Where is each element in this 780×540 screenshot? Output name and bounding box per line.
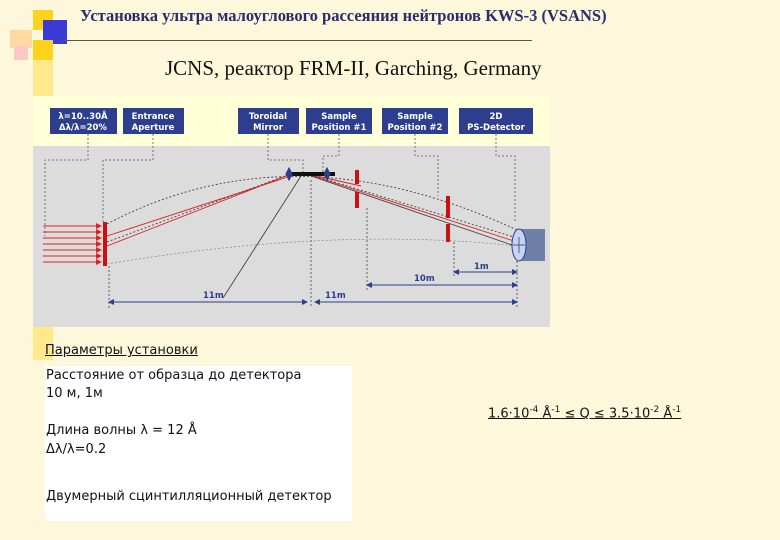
page-title: Установка ультра малоуглового рассеяния нейтронов KWS-3 (VSANS) xyxy=(80,6,607,25)
label-sample-position-2 xyxy=(382,108,448,134)
params-box xyxy=(45,366,352,521)
param-detector: Двумерный сцинтилляционный детектор xyxy=(46,489,332,504)
label-sample2-line2: Position #2 xyxy=(387,123,443,133)
label-wavelength-line1: λ=10..30Å xyxy=(58,112,108,122)
title-divider xyxy=(62,40,532,41)
sample-position-2-b xyxy=(446,224,450,242)
distance-11m-second: 11m xyxy=(325,291,346,301)
sample-position-1-a xyxy=(355,170,359,184)
label-entrance-line1: Entrance xyxy=(131,112,175,122)
toroidal-mirror xyxy=(289,172,335,176)
label-detector-line1: 2D xyxy=(489,112,503,122)
q-range xyxy=(488,405,681,421)
instrument-schematic xyxy=(33,96,550,327)
q-range-exp1: -4 xyxy=(529,405,539,415)
sample-position-2-a xyxy=(446,196,450,218)
deco-square-yellow-2 xyxy=(33,40,53,60)
label-detector-line2: PS-Detector xyxy=(467,123,525,133)
q-range-exp4: -1 xyxy=(672,405,682,415)
label-sample2-line1: Sample xyxy=(397,112,433,122)
param-distance-value: 10 м, 1м xyxy=(46,386,103,401)
label-2d-detector xyxy=(459,108,533,134)
param-resolution: Δλ/λ=0.2 xyxy=(46,442,107,457)
param-distance-label: Расстояние от образца до детектора xyxy=(46,368,302,383)
label-entrance-line2: Aperture xyxy=(131,123,175,133)
params-heading: Параметры установки xyxy=(45,343,198,358)
deco-square-pink xyxy=(14,46,28,60)
label-toroidal-mirror xyxy=(238,108,299,134)
label-wavelength-line2: Δλ/λ=20% xyxy=(59,123,107,133)
detector xyxy=(512,229,545,261)
label-sample1-line1: Sample xyxy=(321,112,357,122)
distance-10m: 10m xyxy=(414,274,435,284)
label-toroidal-line2: Mirror xyxy=(253,123,283,133)
q-range-part4: Å xyxy=(659,406,673,422)
q-range-exp2: -1 xyxy=(551,405,561,415)
q-range-exp3: -2 xyxy=(650,405,660,415)
label-entrance-aperture xyxy=(123,108,184,134)
q-range-part1: 1.6·10 xyxy=(488,406,530,422)
label-sample-position-1 xyxy=(306,108,372,134)
entrance-aperture xyxy=(103,222,107,266)
distance-11m-first: 11m xyxy=(203,291,224,301)
label-wavelength xyxy=(50,108,117,134)
label-sample1-line2: Position #1 xyxy=(311,123,367,133)
q-range-part3: ≤ Q ≤ 3.5·10 xyxy=(560,406,651,422)
param-wavelength: Длина волны λ = 12 Å xyxy=(46,423,197,438)
sample-position-1-b xyxy=(355,192,359,208)
distance-1m: 1m xyxy=(474,262,489,272)
q-range-part2: Å xyxy=(538,406,552,422)
page-subtitle: JCNS, реактор FRM-II, Garching, Germany xyxy=(165,56,542,80)
label-toroidal-line1: Toroidal xyxy=(248,112,288,122)
